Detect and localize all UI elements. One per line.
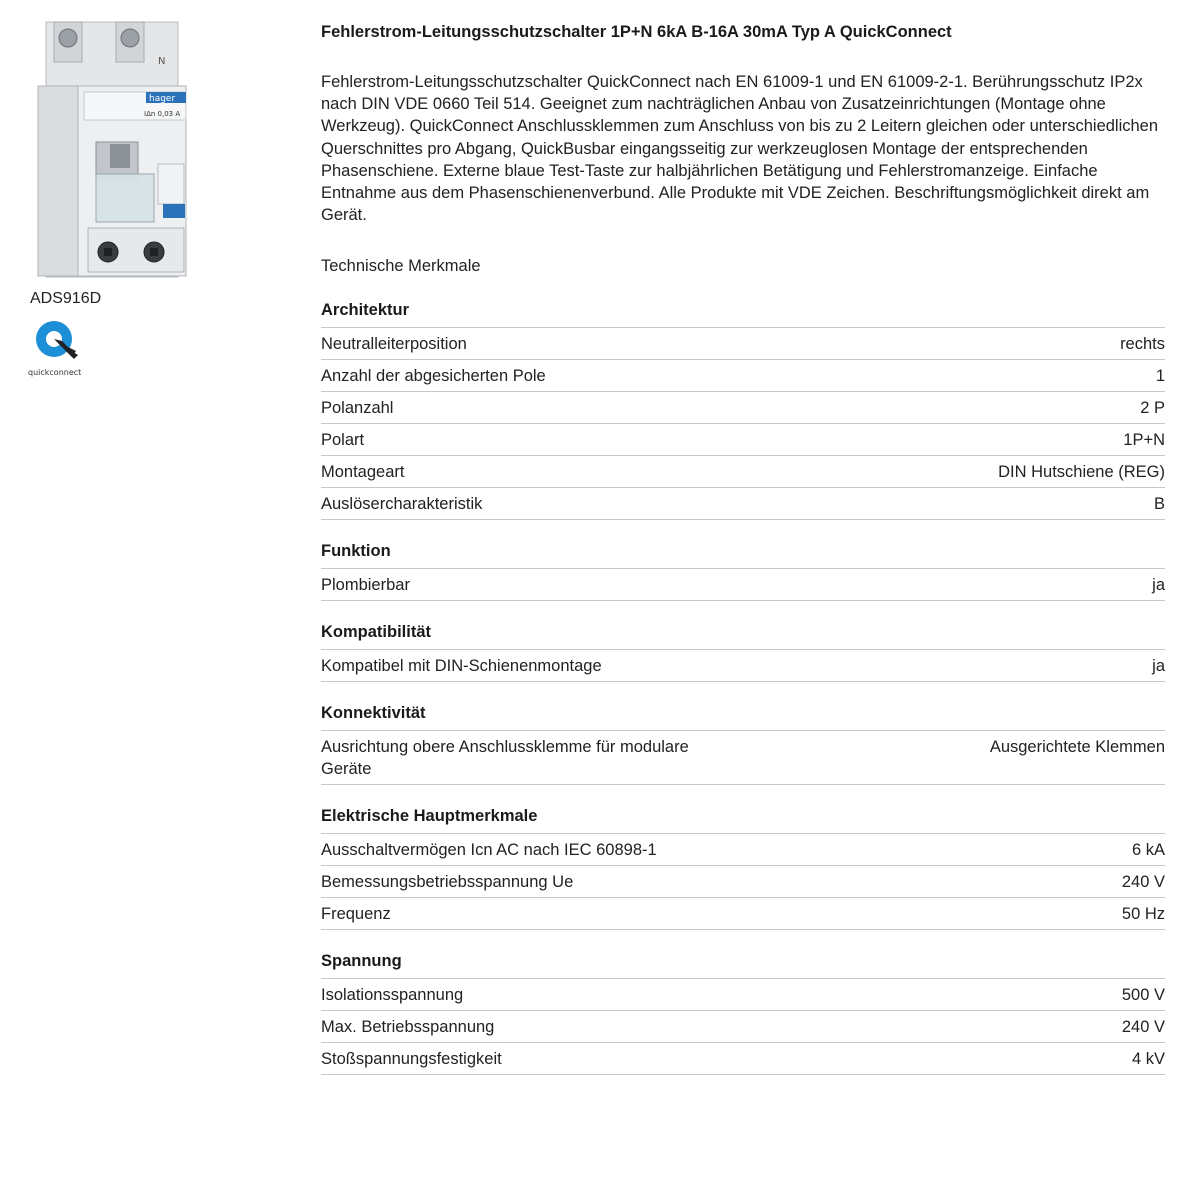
- product-media: [18, 14, 278, 377]
- spec-value: ja: [1152, 657, 1165, 676]
- spec-section: [321, 703, 1165, 785]
- spec-value: 2 P: [1140, 399, 1165, 418]
- spec-value: Ausgerichtete Klemmen: [989, 738, 1165, 757]
- svg-text:hager: hager: [149, 94, 176, 104]
- spec-section-title: Spannung: [321, 951, 1165, 979]
- spec-label: Polanzahl: [321, 399, 394, 418]
- spec-label: Ausschaltvermögen Icn AC nach IEC 60898-1: [321, 841, 657, 860]
- spec-label: Ausrichtung obere Anschlussklemme für modulare Geräte: [321, 738, 689, 779]
- spec-section: [321, 300, 1165, 520]
- spec-row: [321, 650, 1165, 682]
- product-sku: ADS916D: [30, 290, 102, 307]
- product-image: [18, 14, 208, 286]
- spec-row: [321, 834, 1165, 866]
- spec-value: B: [1153, 495, 1165, 514]
- spec-row: [321, 488, 1165, 520]
- spec-section-title: Kompatibilität: [321, 622, 1165, 650]
- spec-row: [321, 1011, 1165, 1043]
- spec-row: [321, 979, 1165, 1011]
- spec-value: 6 kA: [1131, 841, 1165, 860]
- spec-label: Polart: [321, 431, 365, 450]
- spec-row: [321, 360, 1165, 392]
- spec-section-title: Konnektivität: [321, 703, 1165, 731]
- spec-value: 240 V: [1121, 1018, 1165, 1037]
- spec-label: Montageart: [321, 463, 405, 482]
- spec-value: ja: [1152, 576, 1165, 595]
- spec-label: Kompatibel mit DIN-Schienenmontage: [321, 657, 602, 676]
- spec-label: Plombierbar: [321, 576, 410, 595]
- product-title: Fehlerstrom-Leitungsschutzschalter 1P+N 6kA B-16A 30mA Typ A QuickConnect: [321, 23, 952, 41]
- spec-row: [321, 456, 1165, 488]
- product-description: Fehlerstrom-Leitungsschutzschalter QuickConnect nach EN 61009-1 und EN 61009-2-1. Berührungsschutz IP2x nach DIN VDE 0660 Teil 514. Geeignet zum nachträglichen Anbau von Zusatzeinrichtungen (Montage ohne Werkzeug). QuickConnect Anschlussklemmen zum Anschluss von bis zu 2 Leitern gleichen oder unterschiedlichen Querschnittes pro Abgang, QuickBusbar eingangsseitig zur werkzeuglosen Montage der entsprechenden Phasenschiene. Externe blaue Test-Taste zur halbjährlichen Betätigung und Fehlerstromanzeige. Einfache Entnahme aus dem Phasenschienenverbund. Alle Produkte mit VDE Zeichen. Beschriftungsmöglichkeit direkt am Gerät.: [321, 73, 1159, 225]
- spec-value: 500 V: [1121, 986, 1165, 1005]
- spec-value: DIN Hutschiene (REG): [998, 463, 1165, 482]
- spec-section: [321, 622, 1165, 682]
- spec-section: [321, 951, 1165, 1075]
- spec-label: Neutralleiterposition: [321, 335, 467, 354]
- spec-label: Frequenz: [321, 905, 391, 924]
- svg-text:IΔn 0,03 A: IΔn 0,03 A: [144, 110, 181, 118]
- spec-row: [321, 1043, 1165, 1075]
- spec-section: [321, 541, 1165, 601]
- svg-text:N: N: [158, 56, 166, 67]
- spec-sections: [321, 300, 1165, 1075]
- svg-text:quickconnect: quickconnect: [28, 368, 82, 377]
- technical-features-heading: Technische Merkmale: [321, 257, 481, 276]
- spec-label: Isolationsspannung: [321, 986, 464, 1005]
- spec-row: [321, 424, 1165, 456]
- spec-label: Bemessungsbetriebsspannung Ue: [321, 873, 574, 892]
- spec-row: [321, 392, 1165, 424]
- spec-label: Auslösercharakteristik: [321, 495, 483, 514]
- spec-value: 240 V: [1121, 873, 1165, 892]
- spec-value: rechts: [1120, 335, 1165, 354]
- spec-label: Max. Betriebsspannung: [321, 1018, 495, 1037]
- spec-section-title: Funktion: [321, 541, 1165, 569]
- spec-value: 50 Hz: [1121, 905, 1165, 924]
- quickconnect-logo-icon: [28, 317, 94, 381]
- spec-row: [321, 328, 1165, 360]
- spec-label: Stoßspannungsfestigkeit: [321, 1050, 502, 1069]
- spec-row: [321, 569, 1165, 601]
- spec-value: 1: [1155, 367, 1165, 386]
- spec-section-title: Architektur: [321, 300, 1165, 328]
- spec-value: 4 kV: [1131, 1050, 1165, 1069]
- product-details: [321, 22, 1165, 1075]
- spec-label: Anzahl der abgesicherten Pole: [321, 367, 546, 386]
- spec-section-title: Elektrische Hauptmerkmale: [321, 806, 1165, 834]
- spec-row: [321, 731, 1165, 785]
- spec-section: [321, 806, 1165, 930]
- spec-row: [321, 866, 1165, 898]
- spec-row: [321, 898, 1165, 930]
- spec-value: 1P+N: [1123, 431, 1165, 450]
